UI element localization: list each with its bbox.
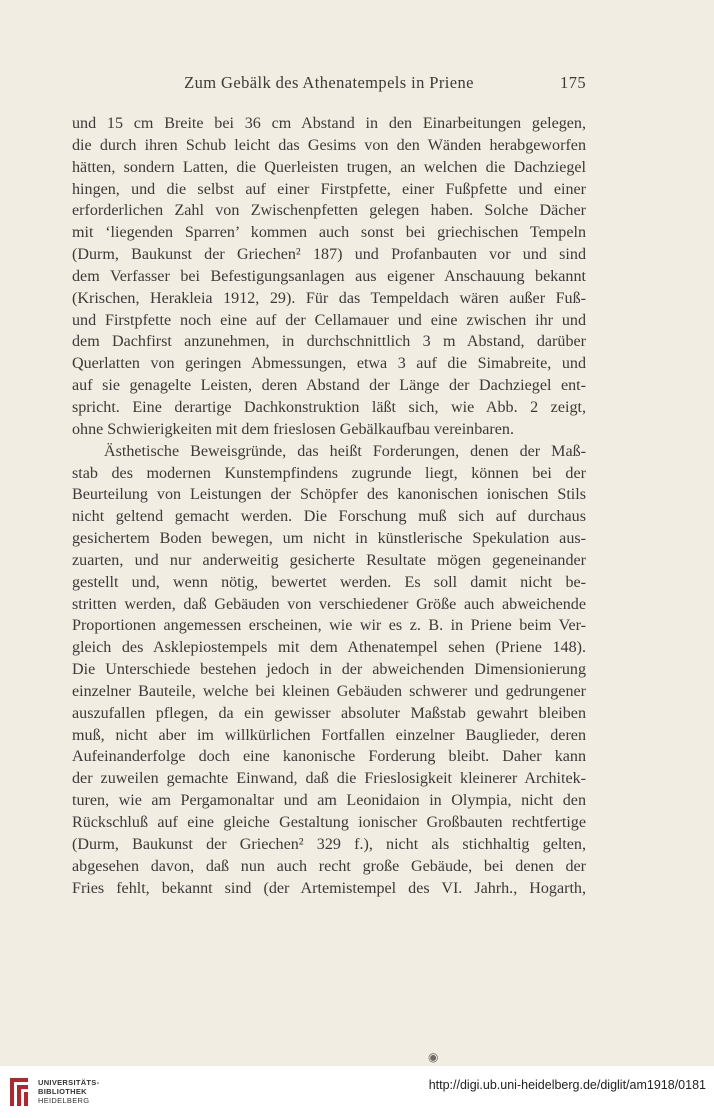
text-line: Rückschluß auf eine gleiche Gestaltung ionischer Großbauten rechtfertige [72, 814, 586, 831]
text-line: und Firstpfette noch eine auf der Cellamauer und eine zwischen ihr und [72, 311, 586, 329]
institution-name [38, 1078, 99, 1105]
page-number: 175 [560, 73, 586, 92]
text-line: nicht geltend gemacht werden. Die Forschung muß sich auf durchaus [72, 508, 586, 526]
text-line: Proportionen angemessen erscheinen, wie wir es z. B. in Priene beim Ver- [72, 617, 586, 635]
library-logo-icon [8, 1074, 30, 1110]
text-line: mit ‘liegenden Sparren’ kommen auch sonst bei griechischen Tempeln [72, 224, 586, 242]
text-line: gesichertem Boden bewegen, um nicht in künstlerische Spekulation aus- [72, 530, 586, 548]
text-line: ohne Schwierigkeiten mit dem frieslosen Gebälkaufbau vereinbaren. [72, 420, 514, 438]
text-line: (Durm, Baukunst der Griechen² 187) und Profanbauten vor und sind [72, 246, 586, 264]
text-line: stab des modernen Kunstempfindens zugrunde liegt, können bei der [72, 464, 586, 482]
text-line: Fries fehlt, bekannt sind (der Artemistempel des VI. Jahrh., Hogarth, [72, 879, 586, 897]
text-line: dem Verfasser bei Befestigungsanlagen aus eigener Anschauung bekannt [72, 267, 586, 285]
text-line: auszufallen pflegen, da ein gewisser absoluter Maßstab gewahrt bleiben [72, 704, 586, 722]
text-line: Querlatten von geringen Abmessungen, etwa 3 auf die Simabreite, und [72, 355, 586, 373]
source-url-link[interactable]: http://digi.ub.uni-heidelberg.de/diglit/am1918/0181 [428, 1078, 706, 1092]
text-line: (Durm, Baukunst der Griechen² 329 f.), nicht als stichhaltig gelten, [72, 835, 586, 853]
text-line: gleich des Asklepiostempels mit dem Athenatempel sehen (Priene 148). [72, 639, 586, 657]
text-line: gestellt und, wenn nötig, bewertet werden. Es soll damit nicht be- [72, 573, 586, 591]
text-line: spricht. Eine derartige Dachkonstruktion läßt sich, wie Abb. 2 zeigt, [72, 398, 586, 416]
text-line: Aufeinanderfolge doch eine kanonische Forderung bleibt. Daher kann [72, 748, 586, 766]
text-line: turen, wie am Pergamonaltar und am Leonidaion in Olympia, nicht den [72, 792, 586, 810]
text-line: hätten, sondern Latten, die Querleisten trugen, an welchen die Dachziegel [72, 158, 586, 176]
text-line: abgesehen davon, daß nun auch recht große Gebäude, bei denen der [72, 857, 586, 875]
body-text [72, 113, 586, 899]
institution-line: HEIDELBERG [38, 1096, 90, 1105]
text-line: auf sie genagelte Leisten, deren Abstand der Länge der Dachziegel ent- [72, 377, 586, 395]
text-line: Ästhetische Beweisgründe, das heißt Forderungen, denen der Maß- [104, 442, 586, 460]
running-title: Zum Gebälk des Athenatempels in Priene [184, 73, 474, 92]
text-line: erforderlichen Zahl von Zwischenpfetten gelegen haben. Solche Dächer [72, 202, 586, 220]
text-line: zuarten, und nur anderweitig gesicherte Resultate mögen gegeneinander [72, 551, 586, 569]
text-line: der zuweilen gemachte Einwand, daß die Frieslosigkeit kleinerer Architek- [72, 770, 586, 788]
text-line: die durch ihren Schub leicht das Gesims von den Wänden herabgeworfen [72, 136, 586, 154]
text-line: (Krischen, Herakleia 1912, 29). Für das Tempeldach wären außer Fuß- [72, 289, 586, 307]
page-mark-icon: ◉ [428, 1050, 439, 1064]
text-line: Beurteilung von Leistungen der Schöpfer des kanonischen ionischen Stils [72, 486, 586, 504]
institution-line: BIBLIOTHEK [38, 1087, 87, 1096]
text-line: dem Dachfirst anzunehmen, in durchschnittlich 3 m Abstand, darüber [72, 333, 586, 351]
text-line: stritten werden, daß Gebäuden von verschiedener Größe auch abweichende [72, 595, 586, 613]
page-header [72, 73, 586, 97]
text-line: einzelner Bauteile, welche bei kleinen Gebäuden schwerer und gedrungener [72, 682, 586, 700]
library-footer [0, 1066, 714, 1118]
text-line: muß, nicht aber im willkürlichen Fortfallen einzelner Bauglieder, deren [72, 726, 586, 744]
text-line: und 15 cm Breite bei 36 cm Abstand in den Einarbeitungen gelegen, [72, 115, 586, 132]
institution-line: UNIVERSITÄTS- [38, 1078, 100, 1087]
text-line: hingen, und die selbst auf einer Firstpfette, einer Fußpfette und einer [72, 180, 586, 198]
text-line: Die Unterschiede bestehen jedoch in der abweichenden Dimensionierung [72, 661, 586, 679]
